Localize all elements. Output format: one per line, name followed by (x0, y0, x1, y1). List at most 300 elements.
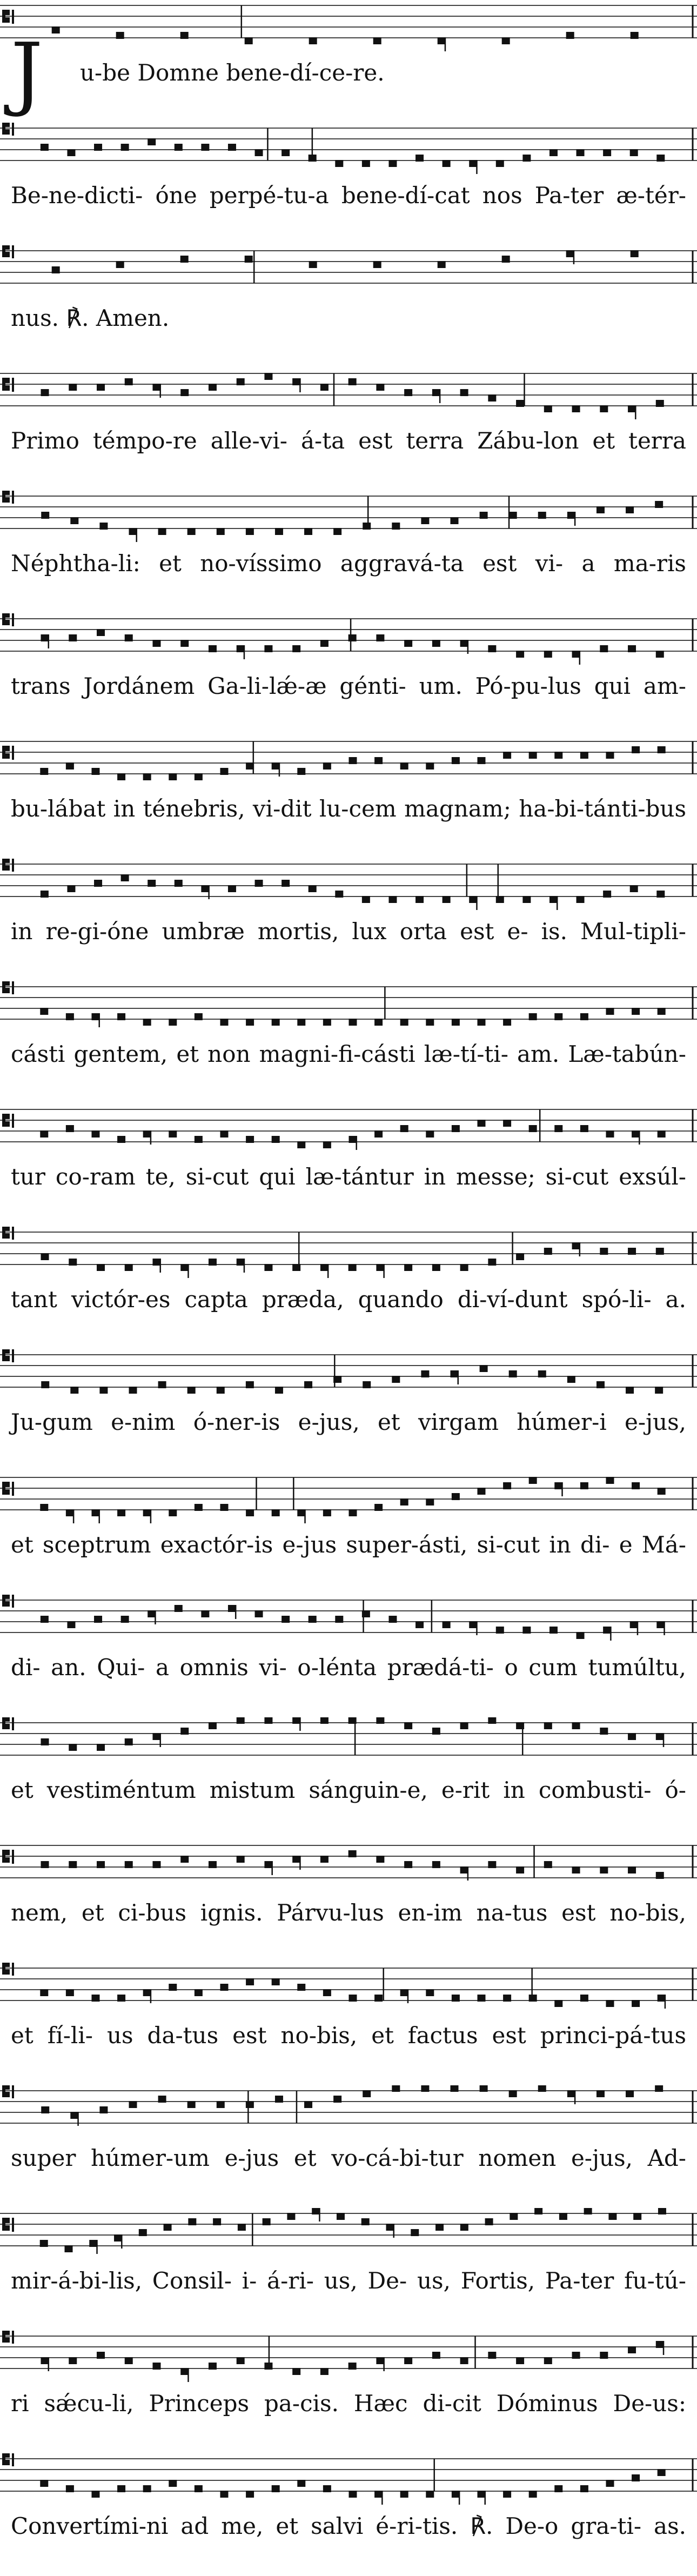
c-clef-icon (2, 613, 14, 626)
neume-punctum (658, 1130, 666, 1138)
neume-stem (574, 2090, 576, 2104)
neume-punctum (374, 1130, 383, 1138)
neume-stem (77, 2112, 79, 2126)
staff-svg (0, 1717, 697, 1771)
neume-punctum (41, 2357, 49, 2364)
neume-punctum (632, 1482, 640, 1489)
neume-punctum (509, 1370, 517, 1377)
neume-punctum (658, 2208, 666, 2214)
neume-punctum (304, 528, 312, 535)
c-clef-icon (2, 491, 14, 504)
neume-punctum (452, 757, 460, 764)
neume-punctum (66, 2485, 74, 2492)
neume-punctum (452, 2491, 460, 2498)
neume-punctum (480, 512, 488, 519)
neume-stem (476, 896, 478, 910)
neume-punctum (264, 1264, 272, 1271)
neume-punctum (580, 1125, 588, 1132)
neume-stem (665, 1995, 666, 2009)
neume-punctum (246, 1381, 254, 1388)
neume-punctum (97, 1861, 105, 1868)
neume-punctum (41, 1738, 49, 1745)
neume-punctum (158, 2096, 166, 2103)
neume-punctum (630, 1621, 638, 1628)
neume-stem (407, 1989, 409, 2003)
neume-punctum (577, 1632, 585, 1639)
neume-punctum (40, 1130, 48, 1138)
c-clef-icon (2, 2331, 14, 2344)
neume-punctum (117, 1013, 125, 1020)
neume-punctum (655, 1387, 663, 1394)
neume-punctum (187, 2101, 196, 2108)
neume-punctum (97, 1264, 105, 1271)
neume-punctum (549, 149, 558, 156)
neume-punctum (496, 1627, 504, 1634)
neume-punctum (656, 1733, 664, 1740)
lyric-line: ri sǽcu-li, Princeps pa-cis. Hæc di-cit Dóminus De-us: (11, 2390, 686, 2417)
neume-punctum (117, 1509, 125, 1516)
neume-punctum (392, 1376, 400, 1383)
neume-punctum (549, 1627, 558, 1634)
neume-stem (299, 1717, 301, 1731)
neume-punctum (175, 144, 183, 151)
neume-punctum (195, 1504, 203, 1511)
neume-punctum (477, 757, 485, 764)
neume-punctum (66, 1013, 74, 1020)
neume-stem (445, 37, 446, 51)
neume-punctum (496, 160, 504, 167)
neume-punctum (554, 2485, 562, 2492)
neume-punctum (600, 1248, 608, 1255)
neume-punctum (432, 1264, 440, 1271)
c-clef-icon (2, 1963, 14, 1976)
lyric-line: Convertími-ni ad me, et salvi é-ri-tis. ℟. De-o gra-ti- as. (11, 2513, 686, 2539)
neume-punctum (272, 1019, 280, 1026)
chant-system (0, 0, 697, 123)
neume-punctum (275, 528, 283, 535)
staff-svg (0, 859, 697, 913)
staff-svg (0, 1472, 697, 1526)
neume-punctum (143, 1989, 151, 1996)
staff (0, 1595, 697, 1643)
neume-punctum (656, 1621, 665, 1628)
neume-punctum (129, 528, 137, 535)
neume-punctum (41, 1616, 49, 1623)
neume-punctum (630, 149, 638, 156)
neume-punctum (488, 394, 496, 402)
neume-punctum (633, 2213, 641, 2220)
neume-punctum (503, 2491, 511, 2498)
neume-punctum (503, 1482, 511, 1489)
neume-punctum (348, 757, 357, 764)
neume-stem (299, 1856, 301, 1870)
neume-punctum (628, 1866, 636, 1874)
neume-punctum (400, 1989, 408, 1996)
neume-punctum (201, 144, 209, 151)
neume-punctum (69, 2357, 77, 2364)
neume-punctum (600, 2352, 608, 2359)
c-clef-icon (2, 1227, 14, 1240)
neume-punctum (264, 373, 272, 380)
neume-punctum (67, 1621, 75, 1628)
neume-punctum (632, 2474, 640, 2481)
neume-punctum (522, 896, 531, 903)
neume-punctum (143, 773, 151, 780)
neume-punctum (477, 1019, 485, 1026)
staff (0, 1104, 697, 1153)
neume-stem (299, 378, 301, 392)
neume-punctum (41, 1253, 49, 1260)
neume-punctum (217, 528, 225, 535)
neume-punctum (374, 1995, 383, 2002)
neume-punctum (323, 1019, 331, 1026)
neume-punctum (544, 1861, 552, 1868)
neume-punctum (187, 1387, 196, 1394)
neume-punctum (40, 2240, 48, 2247)
neume-punctum (400, 1498, 408, 1506)
neume-punctum (121, 874, 129, 881)
neume-punctum (656, 2341, 664, 2348)
neume-punctum (522, 155, 531, 162)
neume-punctum (209, 1722, 217, 1729)
neume-punctum (522, 1627, 531, 1634)
neume-punctum (606, 1130, 614, 1138)
neume-punctum (632, 2000, 640, 2007)
neume-stem (637, 1621, 639, 1635)
neume-punctum (376, 1856, 384, 1863)
neume-punctum (606, 752, 614, 759)
staff (0, 245, 697, 294)
neume-punctum (187, 528, 196, 535)
neume-punctum (40, 1989, 48, 1996)
neume-stem (150, 1989, 152, 2003)
neume-punctum (388, 1616, 397, 1623)
neume-punctum (297, 2480, 305, 2487)
neume-punctum (99, 1387, 108, 1394)
neume-punctum (606, 2480, 614, 2487)
neume-stem (439, 389, 441, 403)
neume-punctum (264, 1717, 272, 1724)
neume-punctum (263, 2218, 271, 2225)
chant-system (0, 245, 697, 368)
neume-punctum (415, 1621, 424, 1628)
neume-punctum (91, 1509, 99, 1516)
chant-system (0, 981, 697, 1104)
neume-punctum (246, 1509, 254, 1516)
neume-punctum (597, 2090, 605, 2097)
neume-punctum (139, 2229, 147, 2236)
neume-punctum (488, 1259, 496, 1266)
neume-punctum (488, 1861, 496, 1868)
neume-punctum (246, 1978, 254, 1985)
neume-punctum (400, 762, 408, 770)
neume-punctum (323, 1141, 331, 1148)
c-clef-icon (2, 123, 14, 136)
neume-punctum (529, 1995, 537, 2002)
neume-punctum (503, 752, 511, 759)
neume-punctum (567, 1376, 575, 1383)
neume-punctum (544, 2357, 552, 2364)
neume-stem (383, 2357, 385, 2371)
neume-punctum (91, 1013, 99, 1020)
staff (0, 2453, 697, 2502)
neume-punctum (603, 1627, 611, 1634)
neume-punctum (421, 1370, 429, 1377)
neume-punctum (348, 1264, 357, 1271)
staff (0, 736, 697, 785)
neume-punctum (169, 1130, 177, 1138)
neume-punctum (228, 885, 236, 892)
neume-punctum (323, 1989, 331, 1996)
neume-punctum (460, 2357, 468, 2364)
neume-punctum (66, 1509, 74, 1516)
neume-punctum (538, 2085, 546, 2092)
neume-stem (574, 512, 576, 526)
neume-punctum (97, 384, 105, 391)
neume-punctum (228, 1605, 236, 1612)
lyric-line: nus. ℟. Amen. (11, 305, 170, 331)
neume-punctum (220, 1130, 228, 1138)
neume-punctum (567, 2090, 575, 2097)
neume-punctum (392, 523, 400, 530)
neume-punctum (348, 634, 357, 641)
neume-punctum (392, 2085, 400, 2092)
neume-stem (476, 160, 478, 174)
neume-punctum (348, 2491, 357, 2498)
neume-punctum (292, 1717, 300, 1724)
neume-stem (136, 528, 138, 542)
neume-punctum (554, 1013, 562, 1020)
neume-punctum (388, 896, 397, 903)
chant-system (0, 368, 697, 491)
neume-punctum (477, 1488, 485, 1495)
neume-punctum (488, 1717, 496, 1724)
neume-stem (271, 1861, 273, 1875)
neume-punctum (117, 2485, 125, 2492)
neume-punctum (255, 1610, 263, 1617)
neume-punctum (656, 1248, 664, 1255)
neume-punctum (510, 2213, 518, 2220)
neume-punctum (94, 1616, 102, 1623)
neume-stem (235, 1605, 237, 1619)
neume-punctum (312, 2208, 320, 2214)
neume-punctum (70, 1387, 78, 1394)
neume-punctum (297, 1984, 305, 1991)
neume-punctum (421, 2085, 429, 2092)
neume-stem (476, 1621, 478, 1635)
neume-punctum (69, 1744, 77, 1751)
neume-punctum (94, 880, 102, 887)
neume-punctum (180, 1728, 189, 1735)
neume-punctum (292, 1264, 300, 1271)
neume-punctum (452, 1493, 460, 1500)
neume-punctum (292, 645, 300, 652)
neume-punctum (480, 2085, 488, 2092)
c-clef-icon (2, 2453, 14, 2466)
neume-punctum (443, 160, 451, 167)
neume-punctum (460, 1722, 468, 1729)
neume-punctum (534, 2208, 542, 2214)
lyric-line: Néphtha-li: et no-víssimo aggravá-ta est vi- a ma-ris (11, 550, 686, 577)
neume-punctum (580, 1482, 588, 1489)
neume-punctum (237, 645, 245, 652)
lyric-line: cásti gentem, et non magni-fi-cásti læ-tí-ti- am. Læ-tabún- (11, 1041, 686, 1067)
staff-svg (0, 981, 697, 1035)
neume-punctum (66, 762, 74, 770)
neume-punctum (169, 773, 177, 780)
neume-punctum (52, 26, 60, 34)
neume-punctum (376, 2357, 384, 2364)
neume-punctum (451, 517, 459, 524)
neume-punctum (572, 651, 580, 658)
staff (0, 613, 697, 662)
neume-punctum (628, 1248, 636, 1255)
neume-punctum (404, 640, 412, 647)
neume-punctum (272, 1136, 280, 1143)
neume-punctum (373, 37, 381, 44)
neume-punctum (577, 896, 585, 903)
neume-punctum (125, 634, 133, 641)
neume-punctum (40, 1504, 48, 1511)
neume-punctum (600, 405, 608, 412)
neume-punctum (554, 1482, 562, 1489)
neume-punctum (655, 2085, 663, 2092)
neume-stem (383, 1264, 385, 1278)
neume-punctum (52, 266, 60, 273)
neume-punctum (180, 32, 189, 39)
neume-punctum (600, 645, 608, 652)
neume-punctum (116, 32, 124, 39)
neume-punctum (496, 896, 504, 903)
neume-punctum (175, 1605, 183, 1612)
neume-punctum (201, 1610, 209, 1617)
neume-punctum (426, 1019, 434, 1026)
neume-punctum (309, 37, 317, 44)
neume-stem (635, 405, 636, 419)
neume-punctum (632, 1130, 640, 1138)
neume-stem (319, 2208, 320, 2222)
chant-system (0, 1227, 697, 1349)
neume-punctum (66, 1125, 74, 1132)
staff (0, 491, 697, 539)
neume-punctum (480, 1365, 488, 1372)
neume-punctum (275, 2096, 283, 2103)
neume-punctum (538, 512, 546, 519)
neume-punctum (67, 885, 75, 892)
neume-stem (208, 885, 210, 899)
neume-punctum (237, 1856, 245, 1863)
neume-punctum (658, 746, 666, 753)
neume-punctum (188, 2218, 196, 2225)
neume-punctum (348, 1019, 357, 1026)
lyric-line: bu-lábat in ténebris, vi-dit lu-cem magnam; ha-bi-tánti-bus (11, 795, 686, 822)
neume-punctum (169, 2480, 177, 2487)
neume-punctum (292, 1856, 300, 1863)
chant-system (0, 2208, 697, 2331)
neume-stem (327, 1264, 329, 1278)
neume-punctum (388, 160, 397, 167)
chant-system (0, 613, 697, 736)
c-clef-icon (2, 981, 14, 994)
neume-punctum (348, 2363, 357, 2370)
neume-punctum (460, 389, 468, 396)
neume-punctum (415, 155, 424, 162)
neume-punctum (415, 896, 424, 903)
neume-punctum (452, 1125, 460, 1132)
neume-punctum (209, 1861, 217, 1868)
neume-punctum (544, 1248, 552, 1255)
neume-punctum (603, 149, 611, 156)
lyric-line: Ju-gum e-nim ó-ner-is e-jus, et virgam húmer-i e-jus, (11, 1409, 686, 1435)
neume-punctum (228, 144, 236, 151)
neume-punctum (195, 1136, 203, 1143)
neume-punctum (432, 640, 440, 647)
neume-stem (356, 1136, 357, 1150)
neume-punctum (91, 1995, 99, 2002)
lyric-line: mir-á-bi-lis, Consil- i- á-ri- us, De- us, Fortis, Pa-ter fu-tú- (11, 2267, 686, 2294)
neume-punctum (584, 2208, 592, 2214)
lyric-line: tur co-ram te, si-cut qui læ-tántur in messe; si-cut exsúl- (11, 1163, 686, 1190)
neume-punctum (69, 634, 77, 641)
neume-punctum (572, 2352, 580, 2359)
neume-punctum (180, 256, 189, 263)
neume-stem (159, 1733, 161, 1747)
neume-punctum (143, 2485, 151, 2492)
neume-punctum (477, 1120, 485, 1127)
neume-punctum (309, 1616, 317, 1623)
neume-punctum (608, 2213, 616, 2220)
chant-system (0, 1840, 697, 1963)
lyric-line: Be-ne-dicti- óne perpé-tu-a bene-dí-cat nos Pa-ter æ-tér- (11, 182, 686, 209)
neume-punctum (628, 2346, 636, 2353)
neume-punctum (41, 389, 49, 396)
neume-stem (98, 1013, 100, 1027)
neume-stem (458, 1370, 459, 1384)
neume-punctum (544, 651, 552, 658)
neume-punctum (658, 1488, 666, 1495)
neume-stem (381, 2491, 383, 2505)
neume-punctum (158, 1381, 166, 1388)
neume-punctum (363, 2090, 371, 2097)
neume-stem (484, 2491, 486, 2505)
c-clef-icon (2, 2085, 14, 2098)
neume-punctum (320, 640, 329, 647)
neume-punctum (40, 768, 48, 775)
chant-system (0, 1717, 697, 1840)
neume-punctum (432, 2352, 440, 2359)
neume-punctum (452, 1019, 460, 1026)
neume-stem (459, 2491, 460, 2505)
neume-punctum (237, 2357, 245, 2364)
neume-punctum (451, 2085, 459, 2092)
neume-stem (561, 1482, 563, 1496)
neume-punctum (335, 1616, 343, 1623)
neume-punctum (488, 2352, 496, 2359)
neume-punctum (99, 2106, 108, 2113)
neume-punctum (452, 1995, 460, 2002)
neume-punctum (362, 160, 370, 167)
neume-stem (573, 250, 575, 264)
neume-punctum (376, 1264, 384, 1271)
neume-punctum (572, 1866, 580, 1874)
neume-punctum (438, 37, 446, 44)
neume-punctum (374, 1019, 383, 1026)
neume-punctum (656, 400, 664, 407)
neume-punctum (287, 2213, 295, 2220)
neume-punctum (40, 1008, 48, 1015)
neume-punctum (516, 1253, 524, 1260)
staff (0, 368, 697, 417)
